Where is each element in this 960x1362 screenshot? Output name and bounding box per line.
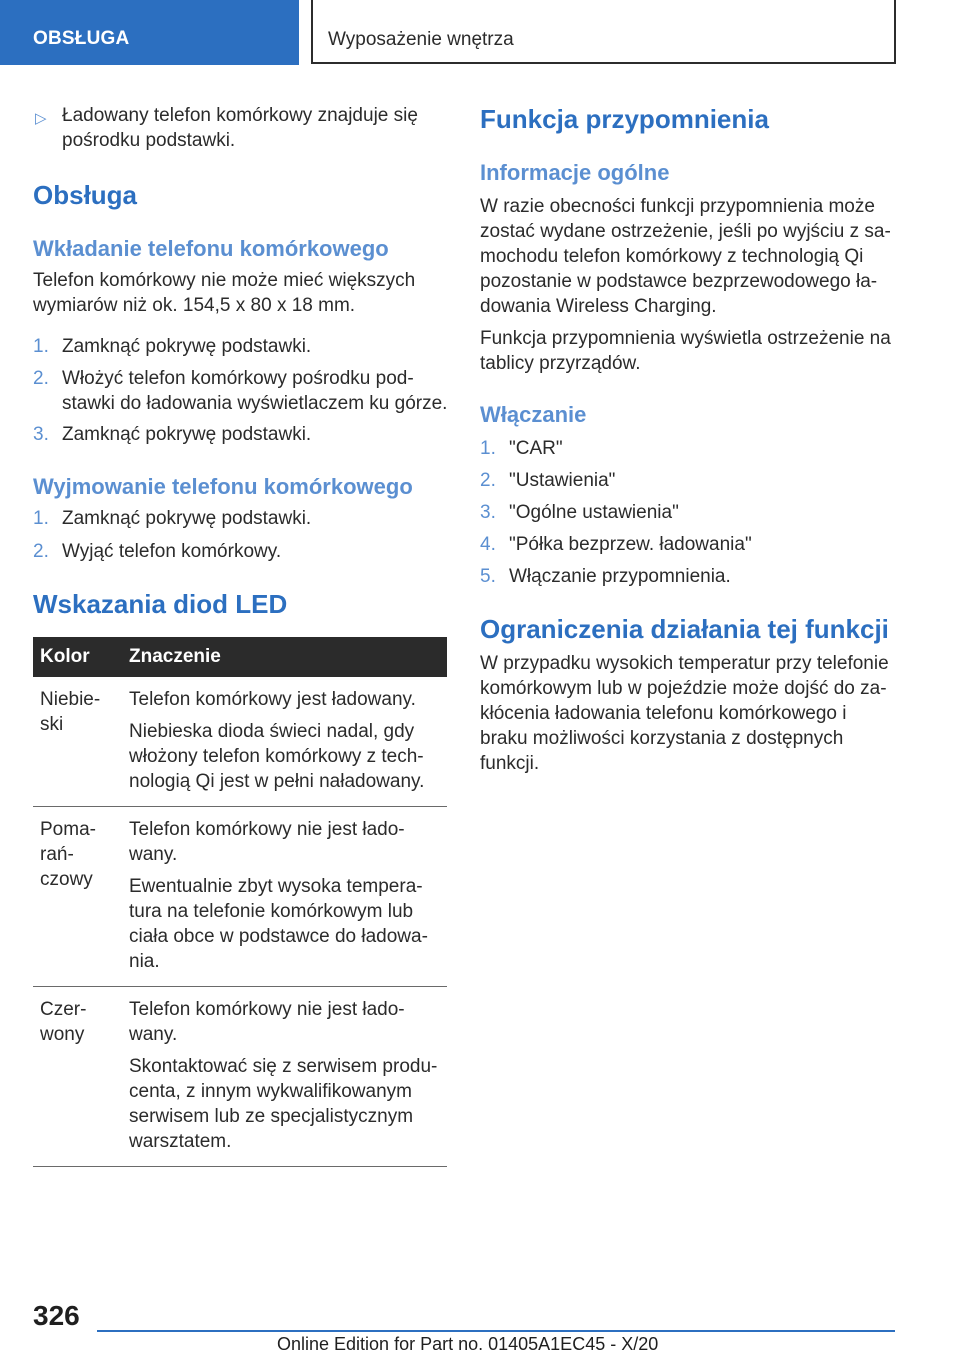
header-section-tab: OBSŁUGA — [0, 0, 299, 65]
list-number: 1. — [480, 438, 496, 459]
meaning-line: Telefon komórkowy nie jest łado‐wany. — [129, 819, 405, 865]
list-text: "CAR" — [509, 438, 563, 459]
list-text: Włożyć telefon komórkowy pośrodku pod‐stawki do ładowania wyświetlaczem ku górze. — [62, 368, 448, 414]
heading-funkcja: Funkcja przypomnienia — [480, 104, 769, 134]
heading-obsluga: Obsługa — [33, 180, 138, 210]
table-cell-meaning — [122, 807, 447, 987]
table-cell-meaning — [122, 987, 447, 1167]
heading-wyjmowanie: Wyjmowanie telefonu komórkowego — [33, 474, 413, 499]
table-cell-color: Niebie‐ski — [33, 677, 122, 807]
header-chapter-title: Wyposażenie wnętrza — [311, 0, 896, 64]
table-cell-color: Poma‐rań‐czowy — [33, 807, 122, 987]
list-number: 2. — [480, 470, 496, 491]
table-row — [33, 807, 447, 987]
triangle-bullet-icon: ▷ — [35, 110, 47, 127]
heading-wlaczanie: Włączanie — [480, 402, 587, 427]
meaning-line: Telefon komórkowy jest ładowany. — [129, 689, 416, 710]
list-text: Zamknąć pokrywę podstawki. — [62, 336, 312, 357]
list-text: "Ogólne ustawienia" — [509, 502, 679, 523]
list-text: "Ustawienia" — [509, 470, 616, 491]
list-text: Zamknąć pokrywę podstawki. — [62, 424, 312, 445]
heading-led: Wskazania diod LED — [33, 589, 288, 619]
list-number: 2. — [33, 368, 49, 389]
list-number: 3. — [33, 424, 49, 445]
intro-bullet-text: Ładowany telefon komórkowy znajduje się pośrodku podstawki. — [62, 105, 418, 151]
meaning-line: Niebieska dioda świeci nadal, gdy włożony telefon komórkowy z tech‐nologią Qi jest w pełni naładowany. — [129, 721, 425, 792]
heading-informacje: Informacje ogólne — [480, 160, 670, 185]
heading-wkladanie: Wkładanie telefonu komórkowego — [33, 236, 389, 261]
list-number: 1. — [33, 508, 49, 529]
footer-divider — [97, 1330, 895, 1332]
info-paragraph-1: W razie obecności funkcji przypomnienia może zostać wydane ostrzeżenie, jeśli po wyjściu z sa‐mochodu telefon komórkowy z technologią Qi pozostanie w podstawce bezprzewodowego ła‐dowania Wireless Charging. — [480, 196, 891, 317]
list-text: Zamknąć pokrywę podstawki. — [62, 508, 312, 529]
meaning-line: Telefon komórkowy nie jest łado‐wany. — [129, 999, 405, 1045]
ograniczenia-paragraph: W przypadku wysokich temperatur przy telefonie komórkowym lub w pojeździe może dojść do za‐kłócenia ładowania telefonu komórkowego i braku możliwości korzystania z dostępnych funkcji. — [480, 653, 889, 774]
list-text: "Półka bezprzew. ładowania" — [509, 534, 752, 555]
meaning-line: Ewentualnie zbyt wysoka tempera‐tura na telefonie komórkowym lub ciała obce w podstawce do ładowa‐nia. — [129, 876, 428, 972]
list-number: 2. — [33, 541, 49, 562]
list-number: 1. — [33, 336, 49, 357]
list-text: Wyjąć telefon komórkowy. — [62, 541, 282, 562]
heading-ograniczenia: Ograniczenia działania tej funkcji — [480, 614, 889, 644]
info-paragraph-2: Funkcja przypomnienia wyświetla ostrzeżenie na tablicy przyrządów. — [480, 328, 891, 374]
led-table — [33, 637, 447, 1167]
table-header-row — [33, 637, 447, 677]
list-number: 4. — [480, 534, 496, 555]
list-text: Włączanie przypomnienia. — [509, 566, 731, 587]
meaning-line: Skontaktować się z serwisem produ‐centa, z innym wykwalifikowanym serwisem lub ze specjalistycznym warsztatem. — [129, 1056, 438, 1152]
table-row — [33, 987, 447, 1167]
footer-edition: Online Edition for Part no. 01405A1EC45 - X/20 — [277, 1334, 659, 1354]
table-header-znaczenie: Znaczenie — [122, 637, 447, 677]
table-cell-meaning — [122, 677, 447, 807]
table-header-kolor: Kolor — [33, 637, 122, 677]
page-number: 326 — [33, 1300, 80, 1331]
table-row — [33, 677, 447, 807]
list-number: 3. — [480, 502, 496, 523]
list-number: 5. — [480, 566, 496, 587]
table-cell-color: Czer‐wony — [33, 987, 122, 1167]
wkladanie-paragraph: Telefon komórkowy nie może mieć większych wymiarów niż ok. 154,5 x 80 x 18 mm. — [33, 270, 416, 316]
